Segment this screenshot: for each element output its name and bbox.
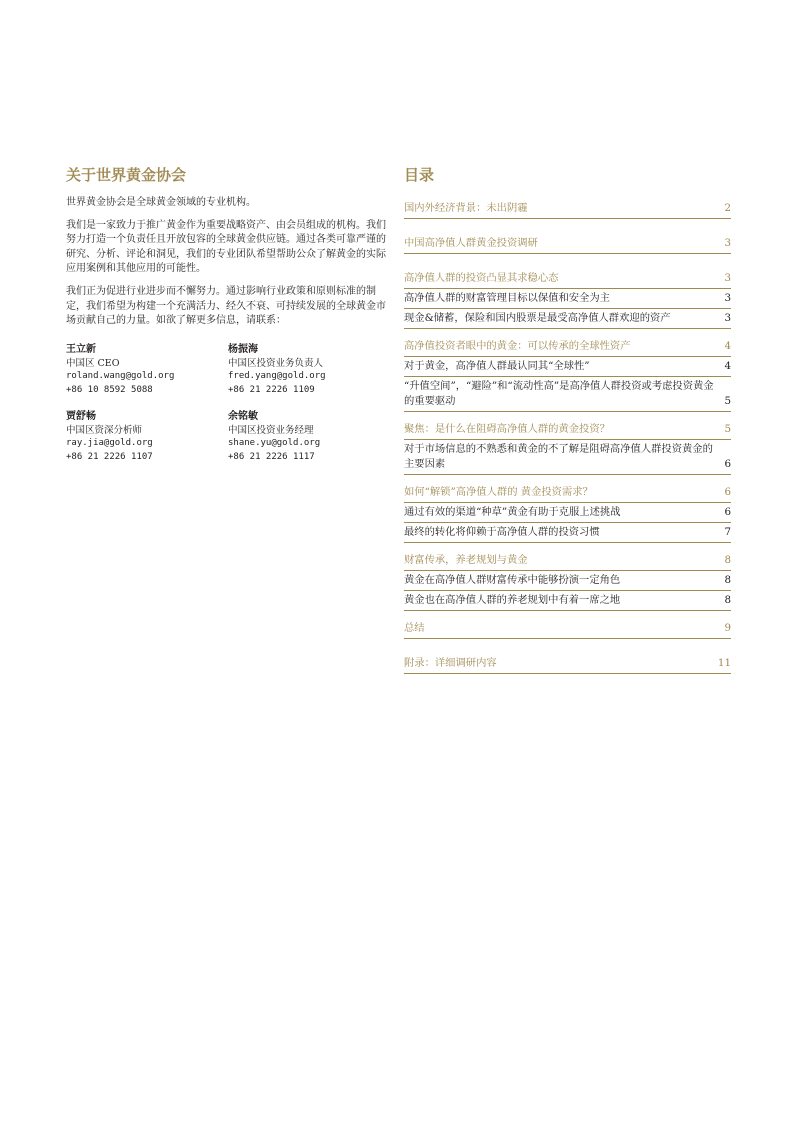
contact-email[interactable]: roland.wang@gold.org (66, 371, 175, 382)
toc-page-number: 4 (724, 340, 731, 352)
toc-page-number: 8 (724, 574, 731, 586)
toc-page-number: 3 (724, 272, 731, 284)
toc-page-number: 6 (724, 458, 731, 470)
contact-role: 中国区资深分析师 (66, 424, 143, 436)
contact-phone: +86 21 2226 1107 (66, 451, 153, 462)
toc-subsection-entry[interactable] (404, 311, 731, 329)
toc-page-number: 5 (724, 423, 731, 435)
contact-role: 中国区投资业务经理 (228, 424, 314, 436)
toc-subsection-label: 高净值人群的财富管理目标以保值和安全为主 (404, 292, 610, 304)
toc-list (404, 201, 731, 674)
toc-page-number: 6 (724, 486, 731, 498)
toc-page-number: 4 (724, 360, 731, 372)
toc-section-label: 如何“解锁”高净值人群的 黄金投资需求？ (404, 486, 593, 498)
toc-subsection-entry[interactable] (404, 291, 731, 309)
toc-section-entry[interactable] (404, 339, 731, 357)
contact-phone: +86 21 2226 1117 (228, 451, 315, 462)
toc-subsection-label: 现金&储蓄，保险和国内股票是最受高净值人群欢迎的资产 (404, 312, 671, 324)
toc-section-label: 高净值人群的投资凸显其求稳心态 (404, 272, 559, 284)
toc-section-label: 中国高净值人群黄金投资调研 (404, 237, 538, 249)
toc-subsection-label: 对于市场信息的不熟悉和黄金的不了解是阻碍高净值人群投资黄金的主要因素 (404, 443, 713, 470)
toc-page-number: 11 (717, 657, 731, 669)
toc-section-label: 高净值投资者眼中的黄金：可以传承的全球性资产 (404, 340, 631, 352)
toc-section-entry[interactable] (404, 271, 731, 289)
contact-list (66, 343, 388, 465)
toc-page-number: 9 (724, 622, 731, 634)
toc-subsection-entry[interactable] (404, 573, 731, 591)
toc-page-number: 8 (724, 554, 731, 566)
contact-phone: +86 21 2226 1109 (228, 384, 315, 395)
toc-subsection-label: 通过有效的渠道“种草”黄金有助于克服上述挑战 (404, 506, 621, 518)
toc-subsection-entry[interactable] (404, 505, 731, 523)
toc-subsection-label: 最终的转化将仰赖于高净值人群的投资习惯 (404, 526, 600, 538)
about-paragraph: 世界黄金协会是全球黄金领域的专业机构。 (66, 197, 256, 208)
contact-name: 贾舒畅 (66, 410, 96, 422)
contact-email[interactable]: fred.yang@gold.org (228, 371, 326, 382)
about-paragraph: 我们是一家致力于推广黄金作为重要战略资产、由会员组成的机构。我们努力打造一个负责任且开放包容的全球黄金供应链。通过各类可靠严谨的研究、分析、评论和洞见，我们的专业团队希望帮助公众了解黄金的实际应用案例和其他应用的可能性。 (66, 219, 386, 275)
toc-section-entry[interactable] (404, 236, 731, 254)
toc-section-entry[interactable] (404, 553, 731, 571)
toc-page-number: 5 (724, 395, 731, 407)
toc-subsection-label: “升值空间”，“避险”和“流动性高”是高净值人群投资或考虑投资黄金的重要驱动 (404, 380, 714, 407)
toc-page-number: 6 (724, 506, 731, 518)
contact-phone: +86 10 8592 5088 (66, 384, 153, 395)
toc-subsection-entry[interactable] (404, 593, 731, 611)
contact-name: 杨振海 (228, 343, 258, 355)
about-section (66, 164, 388, 464)
about-paragraph: 我们正为促进行业进步而不懈努力。通过影响行业政策和原则标准的制定，我们希望为构建一个充满活力、经久不衰、可持续发展的全球黄金市场贡献自己的力量。如欲了解更多信息，请联系： (66, 285, 386, 327)
toc-section-entry[interactable] (404, 201, 731, 219)
toc-section-entry[interactable] (404, 656, 731, 674)
toc-section-label: 附录：详细调研内容 (404, 657, 497, 669)
toc-section-entry[interactable] (404, 422, 731, 440)
contact-card (228, 343, 388, 398)
about-title: 关于世界黄金协会 (66, 166, 187, 184)
toc-subsection-label: 黄金也在高净值人群的养老规划中有着一席之地 (404, 594, 621, 606)
toc-section-label: 聚焦：是什么在阻碍高净值人群的黄金投资？ (404, 423, 610, 435)
contact-email[interactable]: shane.yu@gold.org (228, 438, 321, 449)
toc-subsection-entry[interactable] (404, 525, 731, 543)
toc-section-label: 财富传承，养老规划与黄金 (404, 554, 528, 566)
contact-card (66, 343, 228, 398)
toc-section-entry[interactable] (404, 485, 731, 503)
toc-subsection-entry[interactable] (404, 359, 731, 377)
contact-name: 王立新 (66, 343, 96, 355)
toc-subsection-label: 黄金在高净值人群财富传承中能够扮演一定角色 (404, 574, 621, 586)
toc-page-number: 3 (724, 237, 731, 249)
contact-email[interactable]: ray.jia@gold.org (66, 438, 153, 449)
toc-subsection-label: 对于黄金，高净值人群最认同其“全球性” (404, 360, 590, 372)
toc-section-label: 国内外经济背景：未出阴霾 (404, 202, 528, 214)
contact-role: 中国区投资业务负责人 (228, 357, 324, 369)
toc-title: 目录 (404, 166, 435, 184)
contact-card (66, 410, 228, 465)
contact-name: 余铭敏 (228, 410, 258, 422)
toc-subsection-entry[interactable] (404, 379, 731, 412)
table-of-contents (404, 164, 731, 674)
toc-subsection-entry[interactable] (404, 442, 731, 475)
toc-section-label: 总结 (404, 622, 425, 634)
toc-page-number: 3 (724, 292, 731, 304)
toc-page-number: 8 (724, 594, 731, 606)
contact-role: 中国区 CEO (66, 357, 120, 369)
toc-page-number: 3 (724, 312, 731, 324)
toc-page-number: 2 (724, 202, 731, 214)
toc-page-number: 7 (724, 526, 731, 538)
contact-card (228, 410, 388, 465)
toc-section-entry[interactable] (404, 621, 731, 639)
